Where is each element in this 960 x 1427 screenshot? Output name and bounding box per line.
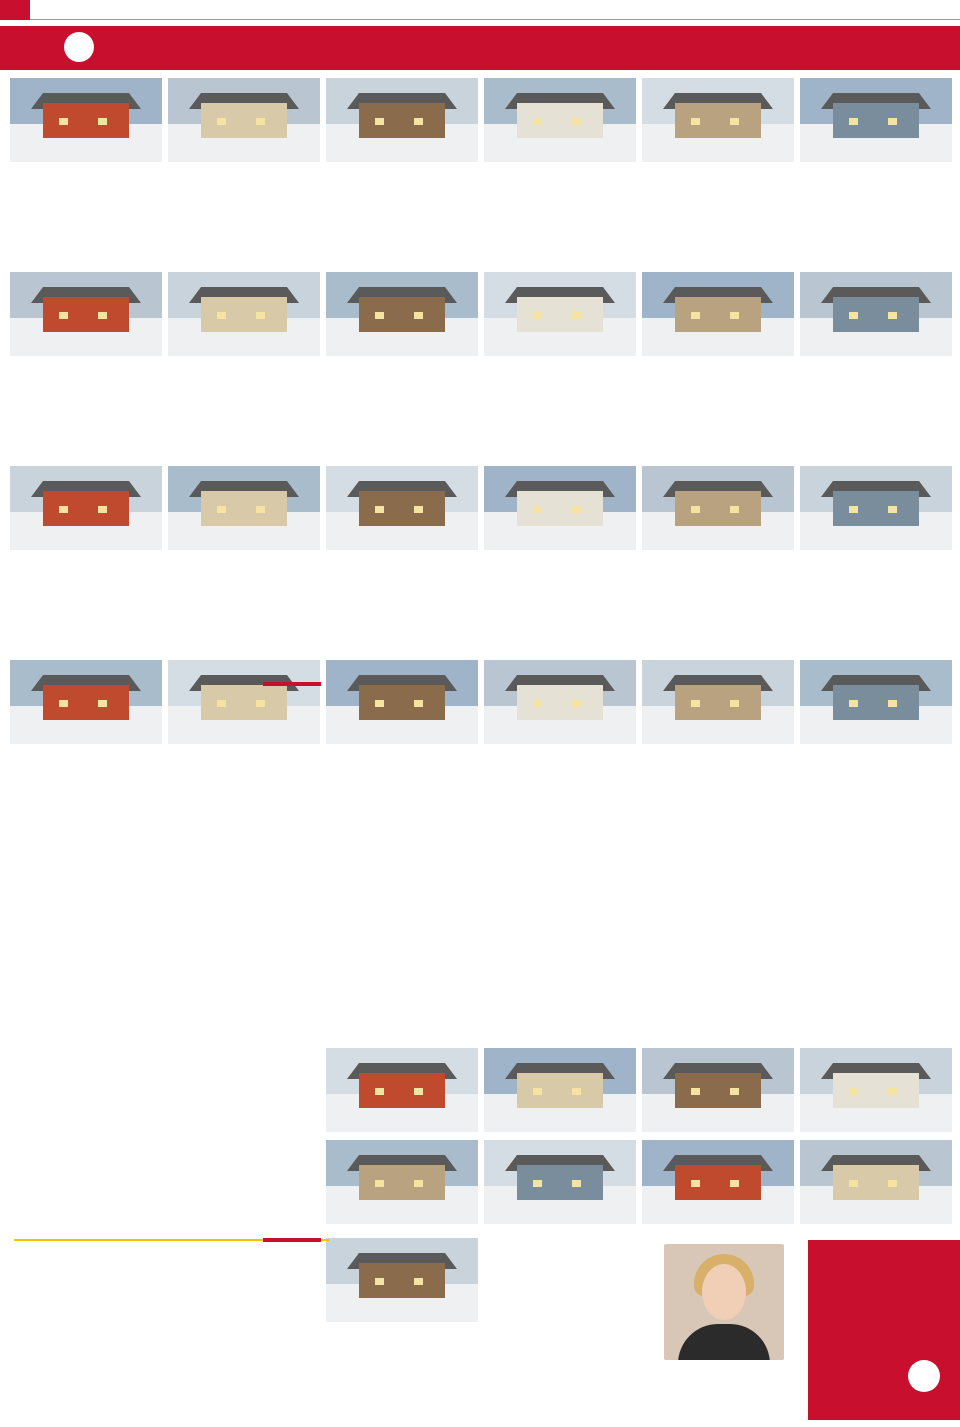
- listing-card[interactable]: [642, 78, 801, 278]
- listing-photo[interactable]: [10, 78, 162, 162]
- listing-photo[interactable]: [642, 466, 794, 550]
- listing-text: [800, 550, 959, 619]
- listing-description: [484, 359, 641, 425]
- listing-photo[interactable]: [326, 1238, 478, 1322]
- listing-text: [484, 744, 643, 813]
- listing-card[interactable]: [326, 272, 485, 472]
- listing-text: [168, 356, 327, 425]
- listing-text: [326, 1322, 485, 1391]
- listing-card[interactable]: [10, 78, 169, 278]
- listing-card[interactable]: [484, 272, 643, 472]
- listing-card[interactable]: [642, 660, 801, 860]
- listing-photo[interactable]: [642, 78, 794, 162]
- listing-description: [800, 359, 957, 425]
- listing-photo[interactable]: [642, 1048, 794, 1132]
- listing-description: [10, 165, 167, 231]
- listing-description: [168, 165, 325, 231]
- ad-lehtoniemen-lumous: [14, 680, 329, 870]
- listing-photo[interactable]: [800, 660, 952, 744]
- listing-text: [326, 550, 485, 619]
- listing-card[interactable]: [326, 466, 485, 666]
- listing-card[interactable]: [642, 466, 801, 666]
- listing-text: [800, 162, 959, 231]
- listing-text: [326, 356, 485, 425]
- listing-photo[interactable]: [326, 78, 478, 162]
- listing-text: [10, 356, 169, 425]
- listing-description: [484, 165, 641, 231]
- listing-description: [800, 165, 957, 231]
- listing-card[interactable]: [10, 272, 169, 472]
- listing-text: [168, 162, 327, 231]
- agent-promo: [496, 1240, 786, 1420]
- listing-description: [10, 359, 167, 425]
- listing-photo[interactable]: [168, 466, 320, 550]
- listing-photo[interactable]: [168, 78, 320, 162]
- listing-card[interactable]: [484, 466, 643, 666]
- listing-photo[interactable]: [484, 272, 636, 356]
- listing-photo[interactable]: [800, 1048, 952, 1132]
- listing-card[interactable]: [326, 78, 485, 278]
- listing-photo[interactable]: [484, 1048, 636, 1132]
- listing-photo[interactable]: [326, 1140, 478, 1224]
- listing-card[interactable]: [800, 78, 959, 278]
- listing-photo[interactable]: [642, 272, 794, 356]
- listing-description: [326, 359, 483, 425]
- listing-photo[interactable]: [800, 272, 952, 356]
- listing-card[interactable]: [168, 466, 327, 666]
- listing-description: [168, 553, 325, 619]
- listing-card[interactable]: [168, 78, 327, 278]
- opkk-banner: [0, 26, 960, 70]
- ad-pihlajarinne: [14, 1236, 329, 1426]
- listing-photo[interactable]: [326, 660, 478, 744]
- listing-text: [10, 162, 169, 231]
- listing-text: [326, 162, 485, 231]
- ad-tag: [263, 1238, 321, 1242]
- listing-photo[interactable]: [10, 272, 162, 356]
- find-us-box: [808, 1240, 960, 1420]
- page-number: [0, 0, 30, 20]
- listing-text: [484, 356, 643, 425]
- listing-text: [642, 356, 801, 425]
- listing-description: [484, 747, 641, 813]
- listing-photo[interactable]: [800, 466, 952, 550]
- listing-text: [484, 550, 643, 619]
- listing-card[interactable]: [484, 660, 643, 860]
- listing-photo[interactable]: [484, 660, 636, 744]
- listing-description: [326, 747, 483, 813]
- listing-text: [642, 162, 801, 231]
- listing-description: [800, 747, 957, 813]
- listing-description: [642, 747, 799, 813]
- listing-photo[interactable]: [484, 1140, 636, 1224]
- listing-photo[interactable]: [326, 466, 478, 550]
- ad-tag: [263, 682, 321, 686]
- listing-card[interactable]: [168, 272, 327, 472]
- agent-photo: [664, 1244, 784, 1360]
- listing-photo[interactable]: [800, 1140, 952, 1224]
- listing-photo[interactable]: [326, 1048, 478, 1132]
- listing-photo[interactable]: [484, 78, 636, 162]
- listing-description: [168, 359, 325, 425]
- listing-text: [168, 550, 327, 619]
- listing-photo[interactable]: [168, 272, 320, 356]
- op-logo-icon: [64, 32, 94, 62]
- listing-text: [484, 162, 643, 231]
- listing-card[interactable]: [800, 660, 959, 860]
- listing-description: [326, 165, 483, 231]
- listing-text: [326, 744, 485, 813]
- listing-description: [800, 553, 957, 619]
- listing-text: [642, 550, 801, 619]
- listing-card[interactable]: [326, 1238, 485, 1427]
- listing-description: [642, 359, 799, 425]
- listing-card[interactable]: [642, 272, 801, 472]
- listing-text: [10, 550, 169, 619]
- listing-card[interactable]: [800, 466, 959, 666]
- listing-photo[interactable]: [642, 660, 794, 744]
- listing-text: [642, 744, 801, 813]
- listing-description: [326, 553, 483, 619]
- listing-description: [642, 553, 799, 619]
- listing-description: [642, 165, 799, 231]
- listing-photo[interactable]: [642, 1140, 794, 1224]
- listing-photo[interactable]: [800, 78, 952, 162]
- listing-photo[interactable]: [326, 272, 478, 356]
- listing-text: [800, 356, 959, 425]
- listing-description: [326, 1325, 483, 1391]
- listing-photo[interactable]: [484, 466, 636, 550]
- op-logo-icon: [908, 1360, 940, 1392]
- listing-photo[interactable]: [10, 466, 162, 550]
- listing-description: [10, 553, 167, 619]
- listing-description: [484, 553, 641, 619]
- page-header: [0, 0, 960, 20]
- listing-text: [800, 744, 959, 813]
- listing-card[interactable]: [10, 466, 169, 666]
- listing-card[interactable]: [800, 272, 959, 472]
- listing-card[interactable]: [484, 78, 643, 278]
- listing-card[interactable]: [326, 660, 485, 860]
